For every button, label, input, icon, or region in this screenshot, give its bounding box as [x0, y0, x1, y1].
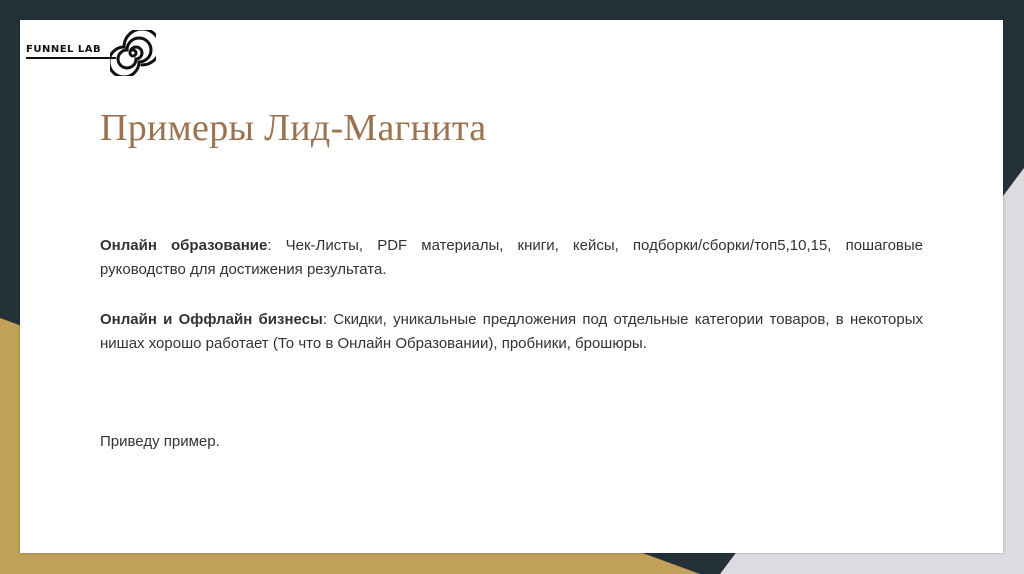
slide-canvas: [20, 20, 1003, 553]
slide-title: Примеры Лид-Магнита: [100, 107, 487, 149]
paragraph-online-offline-business: [100, 308, 923, 356]
paragraph-online-education: [100, 234, 923, 282]
paragraph-body: : Чек-Листы, PDF материалы, книги, кейсы, подборки/сборки/топ5,10,15, пошаговые руководство для достижения результата.: [100, 237, 924, 278]
logo-text: FUNNEL LAB: [26, 44, 102, 55]
paragraph-body: : Скидки, уникальные предложения под отдельные категории товаров, в некоторых нишах хорошо работает (То что в Онлайн Образовании), пробники, брошюры.: [100, 311, 923, 352]
funnel-lab-logo: [26, 28, 156, 74]
paragraph-heading: Онлайн образование: [100, 237, 268, 254]
paragraph-heading: Онлайн и Оффлайн бизнесы: [100, 311, 323, 328]
logo-underline: [26, 57, 116, 59]
spiral-icon: [110, 30, 156, 76]
paragraph-example: Приведу пример.: [100, 433, 220, 450]
